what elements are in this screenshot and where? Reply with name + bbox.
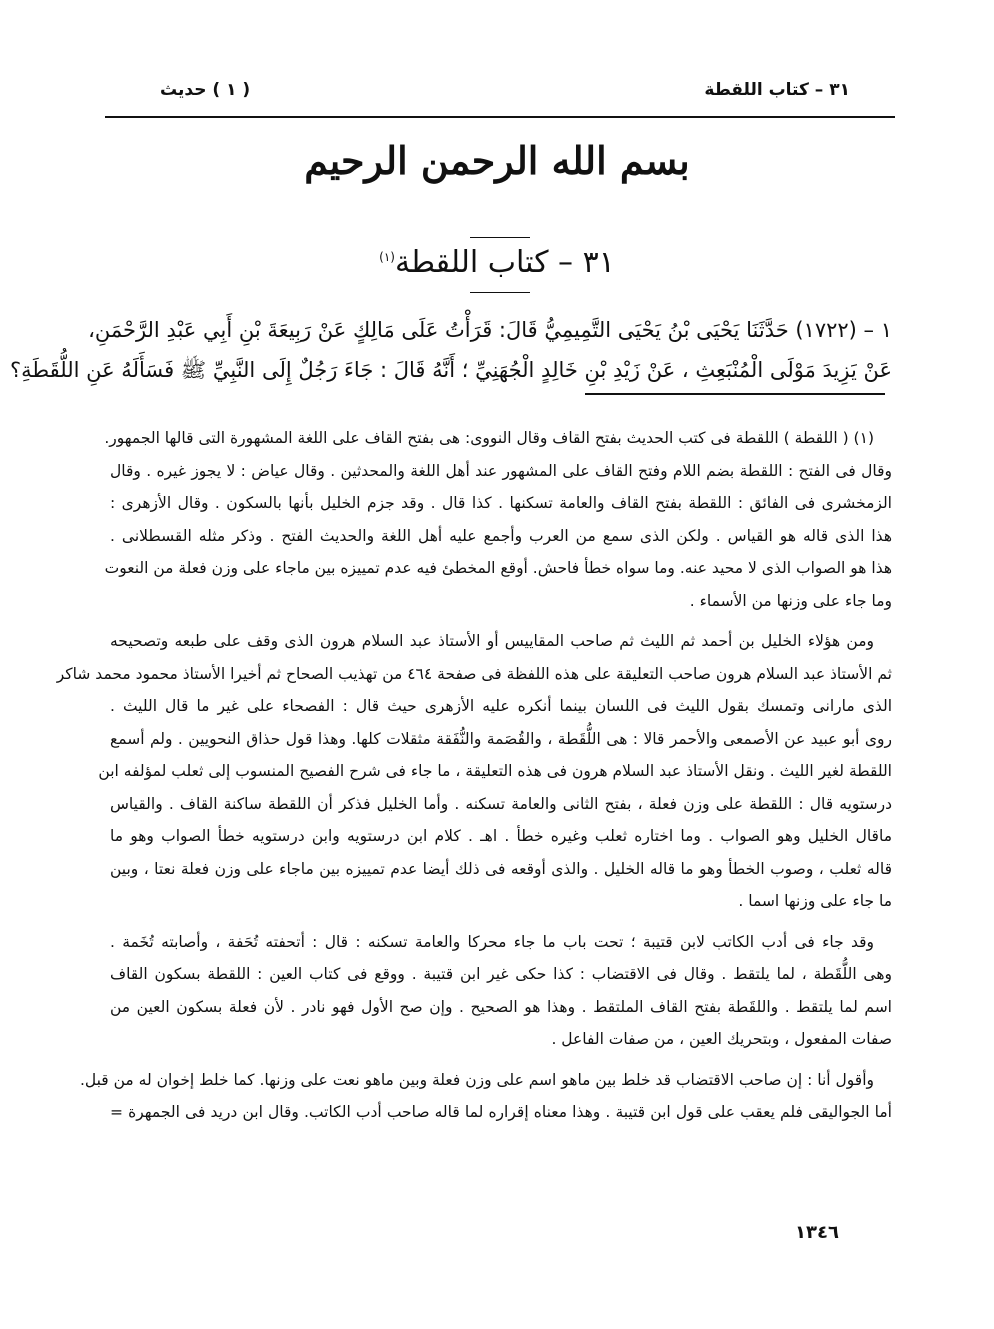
- chapter-running-title: ٣١ – كتاب اللقطة: [704, 80, 850, 100]
- hadith-line: عَنْ يَزِيدَ مَوْلَى الْمُنْبَعِثِ ، عَنْ زَيْدِ بْنِ خَالِدٍ الْجُهَنِيِّ ؛ أَنَّهُ قَالَ : جَاءَ رَجُلٌ إِلَى النَّبِيِّ ﷺ فَسَأَلَهُ عَنِ اللُّقَطَةِ؟: [10, 358, 892, 382]
- footnote-paragraph: [56, 625, 892, 918]
- running-header: [160, 80, 850, 110]
- footnote-line: أما الجواليقى فلم يعقب على قول ابن قتيبة . وهذا معناه إقراره لما قاله صاحب أدب الكاتب. وقال ابن دريد فى الجمهرة =: [110, 1103, 892, 1121]
- title-rule-top: [470, 237, 530, 238]
- footnote-line: وقد جاء فى أدب الكاتب لابن قتيبة ؛ تحت باب ما جاء محركا والعامة تسكنه : قال : أتحفته تُحَفة ، وأصابته تُخَمة .: [110, 932, 874, 951]
- footnote-line: هذا هو الصواب الذى لا محيد عنه. وما سواه خطأ فاحش. أوقع المخطئ فيه عدم تمييزه بين ماجاء على وزن فعلة من النعوت: [104, 559, 892, 577]
- page-number: ١٣٤٦: [795, 1222, 839, 1243]
- header-rule: [105, 116, 895, 118]
- footnote-line: ماقال الخليل وهو الصواب . وما اختاره ثعلب وغيره خطأ . اهـ . كلام ابن درستويه وابن درستويه خطأ الصواب وهو ما: [110, 827, 892, 845]
- book-title: [0, 245, 994, 280]
- footnote-line: وقال فى الفتح : اللقطة بضم اللام وفتح القاف على المشهور عند أهل اللغة والمحدثين . وقال عياض : لا يجوز غيره . وقال: [110, 461, 892, 480]
- footnote-line: اللقطة لغير الليث . ونقل الأستاذ عبد السلام هرون فى هذه التعليقة ، ما جاء فى شرح الفصيح المنسوب إلى ثعلب لمؤلفه ابن: [98, 762, 892, 780]
- footnote-line: ومن هؤلاء الخليل بن أحمد ثم الليث ثم صاحب المقاييس أو الأستاذ عبد السلام هرون الذى وقف على طبعه وتصحيحه: [110, 632, 874, 650]
- hadith-count-label: ( ١ ) حديث: [160, 80, 251, 100]
- footnote-line: وأقول أنا : إن صاحب الاقتضاب قد خلط بين ماهو اسم على وزن فعلة وبين ماهو نعت على وزنها. كما خلط إخوان له من قبل.: [79, 1070, 874, 1089]
- footnote-line: درستويه قال : اللقطة على وزن فعلة ، بفتح الثانى والعامة تسكنه . وأما الخليل فذكر أن اللقطة ساكنة القاف . والقياس: [110, 794, 892, 813]
- footnote-line: ثم الأستاذ عبد السلام هرون صاحب التعليقة على هذه اللفظة فى صفحة ٤٦٤ من تهذيب الصحاح ثم أخيرا الأستاذ محمود محمد شاكر: [56, 664, 892, 683]
- footnote-marker: (١): [379, 250, 395, 264]
- footnote-line: وهى اللُّقَطة ، لما يلتقط . وقال فى الاقتضاب : كذا حكى غير ابن قتيبة . ووقع فى كتاب العين : اللقطة بسكون القاف: [110, 965, 892, 983]
- footnote-line: هذا الذى قاله هو القياس . ولكن الذى سمع من العرب وأجمع عليه أهل اللغة والحديث الفتح . وذكر مثله القسطلانى .: [110, 526, 892, 545]
- footnote-paragraph: [104, 422, 892, 617]
- footnote-line: روى أبو عبيد عن الأصمعى والأحمر قالا : هى اللُّقَطة ، والقُصَمة والنُّفَقة مثقلات كلها. وهذا قول حذاق النحويين . ولم أسمع: [110, 729, 892, 748]
- book-title-text: ٣١ – كتاب اللقطة: [394, 245, 615, 280]
- hadith-text: [10, 310, 892, 390]
- footnotes: [56, 422, 892, 1137]
- hadith-line: ١ – (١٧٢٢) حَدَّثَنَا يَحْيَى بْنُ يَحْيَى التَّمِيمِيُّ قَالَ: قَرَأْتُ عَلَى مَالِكٍ عَنْ رَبِيعَةَ بْنِ أَبِي عَبْدِ الرَّحْمَنِ،: [88, 318, 892, 342]
- footnote-line: صفات المفعول ، وبتحريك العين ، من صفات الفاعل .: [551, 1030, 892, 1048]
- footnote-line: قاله ثعلب ، وصوب الخطأ وهو ما قاله الخليل . والذى أوقعه فى ذلك أيضا عدم تمييزه بين ماجاء على وزن فعلة نعتا ، وبين: [110, 859, 892, 878]
- basmala-calligraphy: بسم الله الرحمن الرحيم: [304, 138, 690, 183]
- footnote-separator: [585, 393, 885, 395]
- footnote-line: ما جاء على وزنها اسما .: [738, 892, 892, 910]
- footnote-line: الذى مارانى وتمسك بقول الليث فى اللسان بينما أنكره عليه الأزهرى حيث قال : الفصحاء على غير ما قال الليث .: [110, 697, 892, 715]
- footnote-line: وما جاء على وزنها من الأسماء .: [689, 591, 892, 610]
- footnote-paragraph: [79, 1064, 892, 1129]
- footnote-paragraph: [110, 926, 892, 1056]
- footnote-line: الزمخشرى فى الفائق : اللقطة بفتح القاف والعامة تسكنها . كذا قال . وقد جزم الخليل بأنها بالسكون . وقال الأزهرى :: [110, 494, 892, 512]
- footnote-line: (١) ( اللقطة ) اللقطة فى كتب الحديث بفتح القاف وقال النووى: هى بفتح القاف على اللغة المشهورة التى قالها الجمهور.: [104, 429, 874, 447]
- footnote-line: اسم لما يلتقط . واللقَطة بفتح القاف الملتقط . وهذا هو الصحيح . وإن صح الأول فهو نادر . لأن فعلة بسكون العين من: [110, 997, 892, 1016]
- title-rule-bottom: [470, 292, 530, 293]
